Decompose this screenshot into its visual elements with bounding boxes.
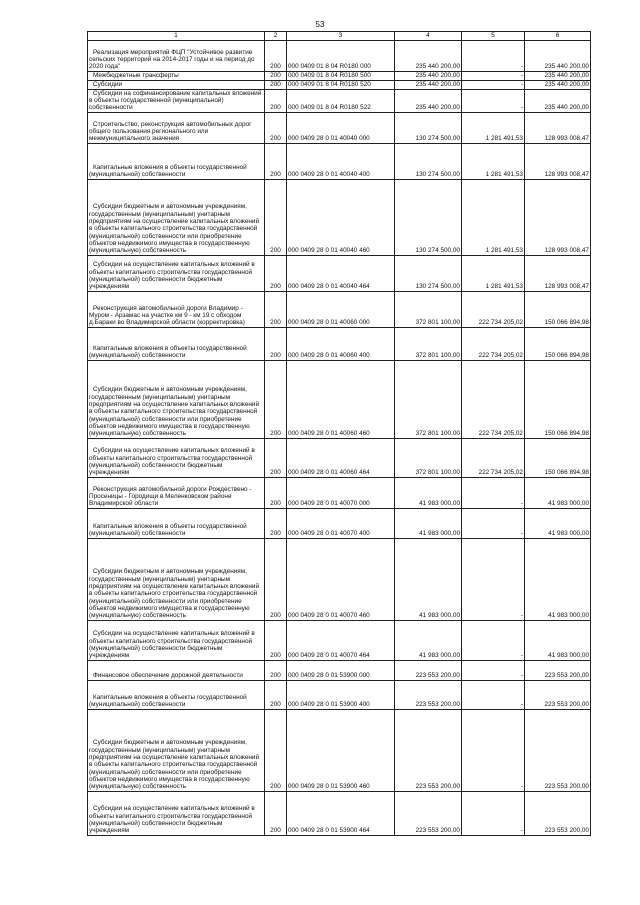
row-name-cell	[88, 179, 265, 255]
column-header: 1	[88, 32, 265, 41]
column-header: 5	[462, 32, 525, 41]
column-header: 2	[265, 32, 287, 41]
row-rest-cell: 128 993 008,47	[525, 112, 591, 143]
row-plan-cell: 235 440 200,00	[395, 71, 462, 80]
row-name-cell	[88, 112, 265, 143]
table-row	[88, 89, 591, 112]
row-plan-cell: 235 440 200,00	[395, 80, 462, 89]
row-plan-cell: 223 553 200,00	[395, 660, 462, 680]
row-rest-cell: 223 553 200,00	[525, 791, 591, 835]
row-kbk-cell: 000 0409 28 0 01 40060 000	[287, 291, 395, 327]
row-plan-cell: 130 274 500,00	[395, 112, 462, 143]
row-name-cell	[88, 680, 265, 709]
row-exec-cell: 1 281 491,53	[462, 112, 525, 143]
row-name-cell	[88, 255, 265, 291]
row-code-cell: 200	[265, 680, 287, 709]
row-name-text: Капитальные вложения в объекты государственной (муниципальной) собственности	[89, 522, 247, 538]
row-rest-cell: 128 993 008,47	[525, 179, 591, 255]
row-code-cell: 200	[265, 508, 287, 538]
row-code-cell: 200	[265, 112, 287, 143]
table-row	[88, 477, 591, 508]
row-code-cell: 200	[265, 360, 287, 438]
row-plan-cell: 372 801 100,00	[395, 438, 462, 477]
row-rest-cell: 128 993 008,47	[525, 255, 591, 291]
row-name-text: Капитальные вложения в объекты государственной (муниципальной) собственности	[89, 163, 247, 179]
row-rest-cell: 150 066 894,98	[525, 438, 591, 477]
table-row	[88, 709, 591, 791]
row-name-cell	[88, 538, 265, 620]
row-rest-cell: 223 553 200,00	[525, 660, 591, 680]
row-name-cell	[88, 660, 265, 680]
row-kbk-cell: 000 0409 28 0 01 40060 464	[287, 438, 395, 477]
row-plan-cell: 130 274 500,00	[395, 255, 462, 291]
table-body	[88, 40, 591, 835]
table-row	[88, 620, 591, 660]
row-rest-cell: 41 983 000,00	[525, 477, 591, 508]
row-code-cell: 200	[265, 791, 287, 835]
table-row	[88, 40, 591, 71]
row-code-cell: 200	[265, 660, 287, 680]
table-row	[88, 327, 591, 360]
row-plan-cell: 41 983 000,00	[395, 508, 462, 538]
row-exec-cell: -	[462, 660, 525, 680]
row-name-text: Субсидии бюджетным и автономным учреждениям, государственным (муниципальным) унитарным предприятиям на осуществление капитальных вложений в объекты капитального строительства государственной (муниципальной) собственности или приобретение объектов недвижимого имущества в государственную (муниципальную) собственность	[89, 386, 260, 438]
row-kbk-cell: 000 0409 28 0 01 53900 000	[287, 660, 395, 680]
row-name-text: Реализация мероприятий ФЦП "Устойчивое развитие сельских территорий на 2014-2017 годы и на период до 2020 года"	[89, 48, 255, 71]
row-exec-cell: 1 281 491,53	[462, 179, 525, 255]
row-code-cell: 200	[265, 179, 287, 255]
row-kbk-cell: 000 0409 28 0 01 53900 464	[287, 791, 395, 835]
table-row	[88, 438, 591, 477]
row-exec-cell: -	[462, 791, 525, 835]
row-exec-cell: -	[462, 709, 525, 791]
row-plan-cell: 41 983 000,00	[395, 620, 462, 660]
table-row	[88, 538, 591, 620]
row-name-text: Капитальные вложения в объекты государственной (муниципальной) собственности	[89, 344, 247, 360]
row-code-cell: 200	[265, 143, 287, 179]
row-plan-cell: 372 801 100,00	[395, 327, 462, 360]
row-kbk-cell: 000 0409 28 0 01 53900 400	[287, 680, 395, 709]
row-name-cell	[88, 40, 265, 71]
row-name-text: Субсидии на софинансирование капитальных вложений в объекты государственной (муниципальной) собственности	[89, 89, 262, 112]
row-plan-cell: 41 983 000,00	[395, 538, 462, 620]
table-row	[88, 80, 591, 89]
row-code-cell: 200	[265, 89, 287, 112]
row-exec-cell: -	[462, 538, 525, 620]
row-name-cell	[88, 438, 265, 477]
row-kbk-cell: 000 0409 01 8 04 R0180 000	[287, 40, 395, 71]
row-code-cell: 200	[265, 438, 287, 477]
row-name-text: Межбюджетные трансферты	[93, 72, 179, 80]
row-kbk-cell: 000 0409 01 8 04 R0180 520	[287, 80, 395, 89]
row-code-cell: 200	[265, 255, 287, 291]
row-name-text: Субсидии на осуществление капитальных вложений в объекты капитального строительства государственной (муниципальной) собственности бюджетным учреждениям	[89, 261, 255, 291]
table-row	[88, 112, 591, 143]
row-rest-cell: 223 553 200,00	[525, 680, 591, 709]
row-kbk-cell: 000 0409 28 0 01 40040 464	[287, 255, 395, 291]
row-exec-cell: -	[462, 620, 525, 660]
row-exec-cell: -	[462, 508, 525, 538]
row-name-text: Реконструкция автомобильной дороги Владимир - Муром - Арзамас на участке км 9 - км 19 с обходом д.Бараки во Владимирской области (корректировка)	[89, 304, 245, 327]
row-exec-cell: -	[462, 89, 525, 112]
row-plan-cell: 235 440 200,00	[395, 89, 462, 112]
row-exec-cell: 222 734 205,02	[462, 327, 525, 360]
row-kbk-cell: 000 0409 28 0 01 40040 400	[287, 143, 395, 179]
row-kbk-cell: 000 0409 01 8 04 R0180 500	[287, 71, 395, 80]
row-kbk-cell: 000 0409 28 0 01 40070 400	[287, 508, 395, 538]
table-row	[88, 179, 591, 255]
table-row	[88, 680, 591, 709]
row-rest-cell: 235 440 200,00	[525, 40, 591, 71]
row-kbk-cell: 000 0409 28 0 01 40070 464	[287, 620, 395, 660]
table-row	[88, 660, 591, 680]
table-row	[88, 255, 591, 291]
row-code-cell: 200	[265, 477, 287, 508]
row-name-cell	[88, 791, 265, 835]
row-name-cell	[88, 291, 265, 327]
row-name-text: Субсидии на осуществление капитальных вложений в объекты капитального строительства государственной (муниципальной) собственности бюджетным учреждениям	[89, 805, 255, 835]
row-name-text: Субсидии бюджетным и автономным учреждениям, государственным (муниципальным) унитарным предприятиям на осуществление капитальных вложений в объекты капитального строительства государственной (муниципальной) собственности или приобретение объектов недвижимого имущества в государственную (муниципальную) собственность	[89, 739, 260, 791]
row-code-cell: 200	[265, 40, 287, 71]
row-name-cell	[88, 620, 265, 660]
row-plan-cell: 223 553 200,00	[395, 791, 462, 835]
row-rest-cell: 150 066 894,98	[525, 360, 591, 438]
row-plan-cell: 223 553 200,00	[395, 709, 462, 791]
row-name-cell	[88, 709, 265, 791]
row-rest-cell: 41 983 000,00	[525, 620, 591, 660]
row-kbk-cell: 000 0409 28 0 01 40070 000	[287, 477, 395, 508]
row-name-cell	[88, 327, 265, 360]
row-rest-cell: 235 440 200,00	[525, 71, 591, 80]
table-row	[88, 71, 591, 80]
row-rest-cell: 150 066 894,98	[525, 327, 591, 360]
row-exec-cell: -	[462, 40, 525, 71]
row-name-cell	[88, 80, 265, 89]
row-plan-cell: 130 274 500,00	[395, 143, 462, 179]
row-rest-cell: 128 993 008,47	[525, 143, 591, 179]
row-kbk-cell: 000 0409 28 0 01 53900 460	[287, 709, 395, 791]
row-name-text: Реконструкция автомобильной дороги Рождествено - Просеницы - Городищи в Меленковском районе Владимирской области	[89, 485, 252, 508]
row-kbk-cell: 000 0409 28 0 01 40060 460	[287, 360, 395, 438]
row-name-text: Субсидии	[93, 81, 123, 89]
row-name-text: Субсидии на осуществление капитальных вложений в объекты капитального строительства государственной (муниципальной) собственности бюджетным учреждениям	[89, 630, 255, 660]
table-row	[88, 360, 591, 438]
column-number-row	[88, 32, 591, 41]
row-rest-cell: 41 983 000,00	[525, 508, 591, 538]
row-rest-cell: 235 440 200,00	[525, 89, 591, 112]
row-rest-cell: 235 440 200,00	[525, 80, 591, 89]
row-exec-cell: 222 734 205,02	[462, 438, 525, 477]
row-code-cell: 200	[265, 538, 287, 620]
row-kbk-cell: 000 0409 28 0 01 40040 460	[287, 179, 395, 255]
row-plan-cell: 235 440 200,00	[395, 40, 462, 71]
row-code-cell: 200	[265, 80, 287, 89]
row-exec-cell: 1 281 491,53	[462, 143, 525, 179]
table-row	[88, 143, 591, 179]
row-plan-cell: 223 553 200,00	[395, 680, 462, 709]
row-code-cell: 200	[265, 71, 287, 80]
row-exec-cell: 1 281 491,53	[462, 255, 525, 291]
row-exec-cell: -	[462, 680, 525, 709]
row-name-cell	[88, 508, 265, 538]
column-header: 6	[525, 32, 591, 41]
row-exec-cell: 222 734 205,02	[462, 291, 525, 327]
row-code-cell: 200	[265, 620, 287, 660]
row-rest-cell: 223 553 200,00	[525, 709, 591, 791]
row-kbk-cell: 000 0409 28 0 01 40040 000	[287, 112, 395, 143]
row-kbk-cell: 000 0409 01 8 04 R0180 522	[287, 89, 395, 112]
row-exec-cell: -	[462, 80, 525, 89]
row-code-cell: 200	[265, 327, 287, 360]
row-name-cell	[88, 89, 265, 112]
row-kbk-cell: 000 0409 28 0 01 40070 460	[287, 538, 395, 620]
row-name-cell	[88, 360, 265, 438]
row-name-text: Субсидии бюджетным и автономным учреждениям, государственным (муниципальным) унитарным предприятиям на осуществление капитальных вложений в объекты капитального строительства государственной (муниципальной) собственности или приобретение объектов недвижимого имущества в государственную (муниципальную) собственность	[89, 568, 260, 620]
row-name-text: Капитальные вложения в объекты государственной (муниципальной) собственности	[89, 693, 247, 709]
row-rest-cell: 150 066 894,98	[525, 291, 591, 327]
page-number: 53	[315, 20, 325, 29]
row-code-cell: 200	[265, 291, 287, 327]
row-name-cell	[88, 477, 265, 508]
table-row	[88, 791, 591, 835]
row-exec-cell: 222 734 205,02	[462, 360, 525, 438]
column-header: 4	[395, 32, 462, 41]
row-name-text: Субсидии на осуществление капитальных вложений в объекты капитального строительства государственной (муниципальной) собственности бюджетным учреждениям	[89, 447, 255, 477]
row-name-text: Финансовое обеспечение дорожной деятельности	[93, 672, 243, 680]
row-plan-cell: 130 274 500,00	[395, 179, 462, 255]
table-row	[88, 508, 591, 538]
row-plan-cell: 372 801 100,00	[395, 291, 462, 327]
table-row	[88, 291, 591, 327]
row-rest-cell: 41 983 000,00	[525, 538, 591, 620]
row-plan-cell: 372 801 100,00	[395, 360, 462, 438]
column-header: 3	[287, 32, 395, 41]
row-exec-cell: -	[462, 477, 525, 508]
row-name-cell	[88, 71, 265, 80]
row-plan-cell: 41 983 000,00	[395, 477, 462, 508]
row-exec-cell: -	[462, 71, 525, 80]
budget-table	[87, 31, 591, 836]
row-code-cell: 200	[265, 709, 287, 791]
row-name-cell	[88, 143, 265, 179]
row-kbk-cell: 000 0409 28 0 01 40060 400	[287, 327, 395, 360]
row-name-text: Строительство, реконструкция автомобильных дорог общего пользования регионального или межмуниципального значения	[89, 120, 252, 143]
row-name-text: Субсидии бюджетным и автономным учреждениям, государственным (муниципальным) унитарным предприятиям на осуществление капитальных вложений в объекты капитального строительства государственной (муниципальной) собственности или приобретение объектов недвижимого имущества в государственную (муниципальную) собственность	[89, 203, 260, 255]
